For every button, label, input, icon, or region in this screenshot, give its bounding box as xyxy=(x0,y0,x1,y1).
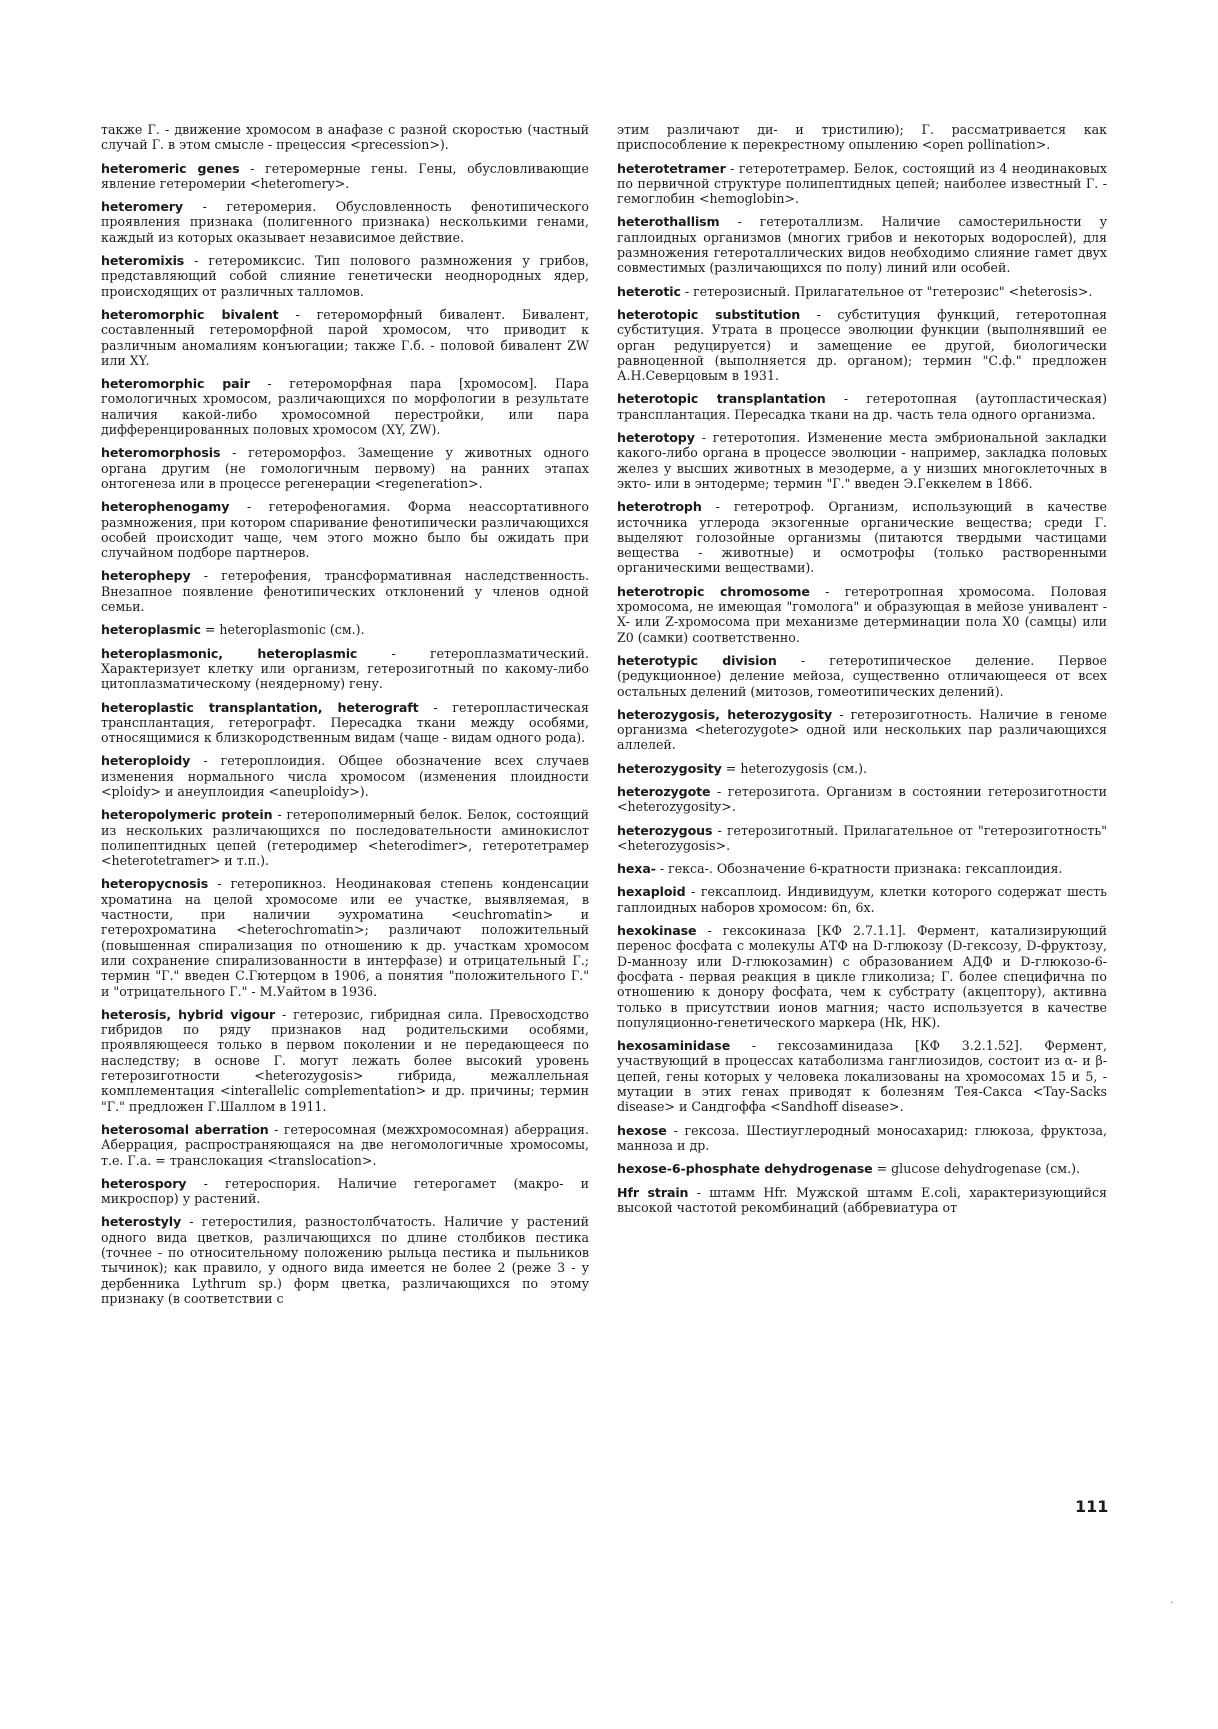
entry-term: heterozygosity xyxy=(617,760,722,776)
entry-term: heterostyly xyxy=(101,1214,182,1230)
entry-definition: - гетероплазматический. Характеризует клетку или организм, гетерозиготный по какому-либо цитоплазматическому (неядерному) гену. xyxy=(101,645,589,692)
entry-term: heterotetramer xyxy=(617,160,726,176)
entry-term: heteroplasmonic, heteroplasmic xyxy=(101,645,358,661)
entry-definition: также Г. - движение хромосом в анафазе с разной скоростью (частный случай Г. в этом смысле - прецессия <precession>). xyxy=(101,122,589,153)
entry-term: heterotopic transplantation xyxy=(617,391,826,407)
dictionary-entry xyxy=(101,376,589,437)
entry-term: heterotropic chromosome xyxy=(617,583,810,599)
dictionary-entry xyxy=(101,122,589,153)
dictionary-entry xyxy=(617,923,1107,1030)
entry-term: heterophepy xyxy=(101,568,191,584)
entry-term: heterozygous xyxy=(617,822,713,838)
entry-definition: - гетеротетрамер. Белок, состоящий из 4 неодинаковых по первичной структуре полипептидных цепей; наиболее известный Г. - гемоглобин <hemoglobin>. xyxy=(617,160,1107,207)
dictionary-entry xyxy=(617,884,1107,915)
entry-definition: = heteroplasmonic (см.). xyxy=(200,622,365,638)
dictionary-entry xyxy=(617,761,1107,776)
entry-definition: - гетеромиксис. Тип полового размножения у грибов, представляющий собой слияние генетически неоднородных ядер, происходящих от различных талломов. xyxy=(101,253,589,299)
dictionary-entry xyxy=(101,568,589,614)
entry-definition: - гетеромерия. Обусловленность фенотипического проявления признака (полигенного признака) несколькими генами, каждый из которых оказывает независимое действие. xyxy=(101,199,589,245)
entry-definition: - гетерозис, гибридная сила. Превосходство гибридов по ряду признаков над родительскими особями, проявляющееся только в первом поколении и не передающееся по наследству; в основе Г. могут лежать более высокий уровень гетерозиготности <heterozygosis> гибрида, межаллельная комплементация <interallelic complementation> и др. причины; термин "Г." предложен Г.Шаллом в 1911. xyxy=(101,1006,589,1114)
entry-term: heterotopy xyxy=(617,430,695,446)
dictionary-entry xyxy=(101,499,589,560)
entry-term: heteroplastic transplantation, heterograft xyxy=(101,699,419,715)
entry-definition: - гетеростилия, разностолбчатость. Наличие у растений одного вида цветков, различающихся по длине столбиков пестика (точнее - по относительному положению рыльца пестика и пыльников тычинок); как правило, у одного вида имеется не более 2 (реже 3 - у дербенника Lythrum sp.) форм цветка, различающихся по этому признаку (в соответствии с xyxy=(101,1214,589,1306)
dictionary-entry xyxy=(617,1185,1107,1216)
entry-definition: - гетерозигота. Организм в состоянии гетерозиготности <heterozygosity>. xyxy=(617,783,1107,815)
dictionary-entry xyxy=(617,1123,1107,1154)
entry-definition: этим различают ди- и тристилию); Г. рассматривается как приспособление к перекрестному опылению <open pollination>. xyxy=(617,122,1107,153)
entry-definition: - гексаплоид. Индивидуум, клетки которого содержат шесть гаплоидных наборов хромосом: 6n, 6x. xyxy=(617,884,1107,915)
dictionary-entry xyxy=(101,445,589,491)
entry-term: heterotypic division xyxy=(617,652,777,668)
entry-term: heterotic xyxy=(617,283,681,299)
dictionary-entry xyxy=(101,646,589,692)
entry-term: heterosomal aberration xyxy=(101,1121,269,1137)
entry-definition: = glucose dehydrogenase (см.). xyxy=(872,1161,1081,1177)
dictionary-entry xyxy=(101,700,589,746)
dictionary-entry xyxy=(617,823,1107,854)
dictionary-entry xyxy=(101,876,589,998)
entry-definition: - гетерофения, трансформативная наследственность. Внезапное появление фенотипических отклонений у членов одной семьи. xyxy=(101,568,589,615)
entry-term: heteropolymeric protein xyxy=(101,807,273,823)
dictionary-entry xyxy=(101,307,589,368)
dictionary-entry xyxy=(617,584,1107,645)
right-column xyxy=(617,122,1107,1223)
entry-definition: - субституция функций, гетеротопная субституция. Утрата в процессе эволюции функции (выполнявший ее орган редуцируется) и замещение ее другой, биологически равноценной (выполняется др. органом); термин "С.ф." предложен А.Н.Северцовым в 1931. xyxy=(617,306,1107,384)
entry-term: heteromorphic bivalent xyxy=(101,306,279,322)
entry-term: hexa- xyxy=(617,861,656,877)
entry-term: heteropycnosis xyxy=(101,876,209,892)
corner-mark: · xyxy=(1170,1598,1174,1609)
entry-definition: - гексокиназа [КФ 2.7.1.1]. Фермент, катализирующий перенос фосфата с молекулы АТФ на D-глюкозу (D-гексозу, D-фруктозу, D-маннозу или D-глюкозамин) с образованием АДФ и D-глюкозо-6-фосфата - первая реакция в цикле гликолиза; Г. более специфична по отношению к донору фосфата, чем к субстрату (акцептору), активна только в присутствии ионов магния; часто используется в качестве популяционно-генетического маркера (Hk, HK). xyxy=(617,923,1107,1030)
dictionary-entry xyxy=(101,1122,589,1168)
entry-term: hexaploid xyxy=(617,884,686,900)
entry-definition: - гетеротропная хромосома. Половая хромосома, не имеющая "гомолога" и образующая в мейозе унивалент - X- или Z-хромосома при механизме детерминации пола X0 (самцы) или Z0 (самки) соответственно. xyxy=(617,583,1108,645)
dictionary-entry xyxy=(617,391,1107,422)
dictionary-entry xyxy=(101,807,589,868)
entry-definition: - гетероморфный бивалент. Бивалент, составленный гетероморфной парой хромосом, что приводит к различным аномалиям конъюгации; также Г.б. - половой бивалент ZW или XY. xyxy=(101,306,589,368)
entry-definition: - гетерофеногамия. Форма неассортативного размножения, при котором спаривание фенотипически различающихся особей происходит чаще, чем этого можно было бы ожидать при случайном подборе партнеров. xyxy=(101,499,589,561)
dictionary-entry xyxy=(101,1214,589,1306)
dictionary-entry xyxy=(617,161,1107,207)
dictionary-entry xyxy=(617,307,1107,383)
entry-definition: - гетероморфная пара [хромосом]. Пара гомологичных хромосом, различающихся по морфологии в результате наличия какой-либо хромосомной перестройки, или пара дифференцированных половых хромосом (XY, ZW). xyxy=(101,376,590,438)
entry-term: heterosis, hybrid vigour xyxy=(101,1006,276,1022)
entry-term: hexose-6-phosphate dehydrogenase xyxy=(617,1161,873,1177)
entry-definition: - гетероспория. Наличие гетерогамет (макро- и микроспор) у растений. xyxy=(101,1175,589,1207)
entry-definition: - гетероморфоз. Замещение у животных одного органа другим (не гомологичным первому) на ранних этапах онтогенеза или в процессе регенерации <regeneration>. xyxy=(101,445,589,491)
entry-term: heteromixis xyxy=(101,253,185,269)
entry-term: heteromorphic pair xyxy=(101,376,250,392)
entry-term: hexose xyxy=(617,1122,667,1138)
dictionary-entry xyxy=(617,784,1107,815)
entry-definition: - гексоза. Шестиуглеродный моносахарид: глюкоза, фруктоза, манноза и др. xyxy=(617,1122,1107,1153)
entry-definition: - гетероплоидия. Общее обозначение всех случаев изменения нормального числа хромосом (изменения плоидности <ploidy> и анеуплоидия <aneuploidy>). xyxy=(101,753,589,799)
entry-definition: = heterozygosis (см.). xyxy=(721,760,868,776)
entry-definition: - гекса-. Обозначение 6-кратности признака: гексаплоидия. xyxy=(655,861,1063,877)
entry-term: heteromorphosis xyxy=(101,445,221,461)
entry-definition: - гетеротипическое деление. Первое (редукционное) деление мейоза, существенно отличающееся от всех остальных делений (митозов, гомеотипических делений). xyxy=(617,652,1107,699)
entry-definition: - гетероталлизм. Наличие самостерильности у гаплоидных организмов (многих грибов и некоторых водорослей), для размножения гетероталлических видов необходимо слияние гамет двух совместимых (различающихся по полу) линий или особей. xyxy=(617,214,1107,276)
dictionary-entry xyxy=(101,1176,589,1207)
entry-definition: - гексозаминидаза [КФ 3.2.1.52]. Фермент, участвующий в процессах катаболизма ганглиозидов, состоит из α- и β-цепей, гены которых у человека локализованы на хромосомах 15 и 5, - мутации в этих генах приводят к болезням Тея-Сакса <Tay-Sacks disease> и Сандгоффа <Sandhoff disease>. xyxy=(617,1038,1107,1115)
entry-definition: - гетеропластическая трансплантация, гетерографт. Пересадка ткани между особями, относящимися к близкородственным видам (чаще - видам одного рода). xyxy=(101,699,589,746)
entry-definition: - гетеромерные гены. Гены, обусловливающие явление гетеромерии <heteromery>. xyxy=(101,160,589,191)
entry-term: heterozygote xyxy=(617,783,711,799)
dictionary-entry xyxy=(101,253,589,299)
entry-term: hexokinase xyxy=(617,923,697,939)
entry-term: heterotopic substitution xyxy=(617,306,801,322)
entry-definition: - гетеротроф. Организм, использующий в качестве источника углерода экзогенные органические вещества; среди Г. выделяют голозойные организмы (питаются твердыми частицами вещества - животные) и осмотрофы (только растворенными органическими веществами). xyxy=(617,499,1107,576)
dictionary-entry xyxy=(617,499,1107,575)
entry-definition: - гетеротопная (аутопластическая) трансплантация. Пересадка ткани на др. часть тела одного организма. xyxy=(617,391,1108,422)
dictionary-entry xyxy=(617,122,1107,153)
entry-term: heteroplasmic xyxy=(101,622,201,638)
entry-definition: - гетеротопия. Изменение места эмбриональной закладки какого-либо органа в процессе эволюции - например, закладка половых желез у высших животных в мезодерме, а у низших многоклеточных в экто- или в энтодерме; термин "Г." введен Э.Геккелем в 1866. xyxy=(617,430,1107,491)
entry-term: Hfr strain xyxy=(617,1184,689,1200)
dictionary-entry xyxy=(617,653,1107,699)
page-number: 111 xyxy=(1075,1497,1109,1516)
entry-term: heteromery xyxy=(101,199,184,215)
dictionary-entry xyxy=(617,1161,1107,1176)
dictionary-entry xyxy=(101,1007,589,1114)
dictionary-entry xyxy=(101,161,589,192)
entry-term: heteroploidy xyxy=(101,753,191,769)
entry-definition: - гетеросомная (межхромосомная) аберрация. Аберрация, распространяющаяся на две негомологичные хромосомы, т.е. Г.а. = транслокация <translocation>. xyxy=(101,1121,589,1168)
entry-term: heterophenogamy xyxy=(101,499,230,515)
entry-definition: - гетерополимерный белок. Белок, состоящий из нескольких различающихся по последовательности аминокислот полипептидных цепей (гетеродимер <heterodimer>, гетеротетрамер <heterotetramer> и т.п.). xyxy=(101,807,589,869)
entry-term: heterothallism xyxy=(617,214,720,230)
entry-definition: - гетерозиготный. Прилагательное от "гетерозиготность" <heterozygosis>. xyxy=(617,822,1107,853)
dictionary-entry xyxy=(617,707,1107,753)
dictionary-entry xyxy=(617,861,1107,876)
dictionary-entry xyxy=(101,753,589,799)
dictionary-entry xyxy=(617,430,1107,491)
left-column xyxy=(101,122,589,1314)
dictionary-entry xyxy=(617,284,1107,299)
entry-term: heterotroph xyxy=(617,499,702,515)
dictionary-entry xyxy=(101,199,589,245)
entry-term: heteromeric genes xyxy=(101,160,240,176)
entry-definition: - гетерозиготность. Наличие в геноме организма <heterozygote> одной или нескольких пар различающихся аллелей. xyxy=(617,706,1108,753)
entry-term: hexosaminidase xyxy=(617,1038,731,1054)
entry-definition: - гетеропикноз. Неодинаковая степень конденсации хроматина на целой хромосоме или ее участке, выявляемая, в частности, при наличии эухроматина <euchromatin> и гетерохроматина <heterochromatin>; различают положительный (повышенная спирализация по отношению к др. участкам хромосом или сохранение спирализованности в интерфазе) и отрицательный Г.; термин "Г." введен С.Гютерцом в 1906, а понятия "положительного Г." и "отрицательного Г." - М.Уайтом в 1936. xyxy=(101,876,589,999)
dictionary-entry xyxy=(101,622,589,637)
dictionary-entry xyxy=(617,214,1107,275)
entry-term: heterospory xyxy=(101,1175,187,1191)
entry-term: heterozygosis, heterozygosity xyxy=(617,706,833,722)
entry-definition: - штамм Hfr. Мужской штамм E.coli, характеризующийся высокой частотой рекомбинаций (аббревиатура от xyxy=(617,1184,1107,1215)
dictionary-entry xyxy=(617,1038,1107,1114)
entry-definition: - гетерозисный. Прилагательное от "гетерозис" <heterosis>. xyxy=(680,283,1093,299)
